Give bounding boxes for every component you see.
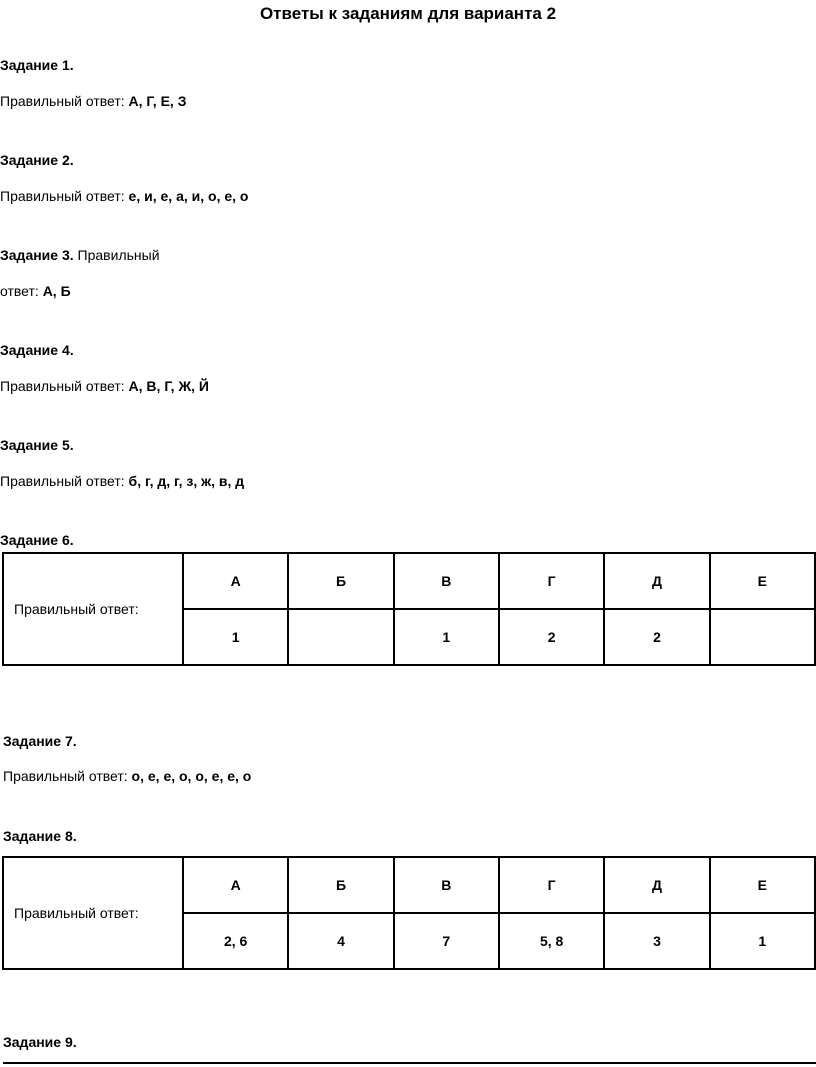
answer-value: б, г, д, г, з, ж, в, д — [128, 473, 245, 489]
answer-cell: 2, 6 — [183, 913, 288, 969]
answer-label-cell: Правильный ответ: — [3, 857, 183, 969]
answer-value: А, Б — [42, 283, 71, 299]
answer-label: Правильный ответ: — [0, 188, 125, 204]
task-3-heading-line — [0, 247, 160, 263]
answer-cell: 2 — [604, 609, 709, 665]
task-7-heading: Задание 7. — [3, 733, 77, 749]
column-header: В — [394, 857, 499, 913]
table-header-row — [3, 553, 815, 609]
column-header: Е — [710, 857, 815, 913]
task-1-heading: Задание 1. — [0, 57, 74, 73]
answer-label: Правильный ответ: — [0, 473, 125, 489]
page-title: Ответы к заданиям для варианта 2 — [259, 4, 557, 23]
task-2-answer-line — [0, 188, 248, 204]
answer-cell — [288, 609, 393, 665]
column-header: Е — [710, 553, 815, 609]
answer-cell: 5, 8 — [499, 913, 604, 969]
column-header: В — [394, 553, 499, 609]
table-header-row — [3, 857, 815, 913]
answer-cell: 7 — [394, 913, 499, 969]
task-4-answer-line — [0, 378, 209, 394]
task-6-answer-table — [2, 552, 816, 666]
answer-label-cell: Правильный ответ: — [3, 553, 183, 665]
column-header: А — [183, 857, 288, 913]
answer-label-part1: Правильный — [77, 247, 160, 263]
answer-cell: 4 — [288, 913, 393, 969]
answer-label: Правильный ответ: — [0, 93, 125, 109]
answer-cell: 1 — [710, 913, 815, 969]
task-9-heading: Задание 9. — [3, 1034, 77, 1050]
column-header: Г — [499, 857, 604, 913]
answer-label: Правильный ответ: — [0, 378, 125, 394]
task-4-heading: Задание 4. — [0, 342, 74, 358]
task-5-heading: Задание 5. — [0, 437, 74, 453]
column-header: Б — [288, 857, 393, 913]
task-2-heading: Задание 2. — [0, 152, 74, 168]
column-header: А — [183, 553, 288, 609]
column-header: Г — [499, 553, 604, 609]
task-5-answer-line — [0, 473, 244, 489]
answer-cell: 3 — [604, 913, 709, 969]
task-6-heading: Задание 6. — [0, 532, 74, 548]
task-3-answer-line — [0, 283, 71, 299]
answer-value: е, и, е, а, и, о, е, о — [128, 188, 249, 204]
answer-value: о, е, е, о, о, е, е, о — [131, 768, 252, 784]
task-8-answer-table — [2, 856, 816, 970]
bottom-divider — [3, 1062, 816, 1064]
answer-cell: 1 — [394, 609, 499, 665]
task-8-heading: Задание 8. — [3, 828, 77, 844]
task-1-answer-line — [0, 93, 186, 109]
answer-cell: 1 — [183, 609, 288, 665]
answer-label: Правильный ответ: — [3, 768, 128, 784]
column-header: Д — [604, 857, 709, 913]
answer-value: А, Г, Е, З — [128, 93, 187, 109]
column-header: Д — [604, 553, 709, 609]
task-3-heading: Задание 3. — [0, 247, 74, 263]
answer-cell: 2 — [499, 609, 604, 665]
task-7-answer-line — [3, 768, 251, 784]
answer-label-part2: ответ: — [0, 283, 39, 299]
column-header: Б — [288, 553, 393, 609]
answer-value: А, В, Г, Ж, Й — [128, 378, 209, 394]
answer-cell — [710, 609, 815, 665]
